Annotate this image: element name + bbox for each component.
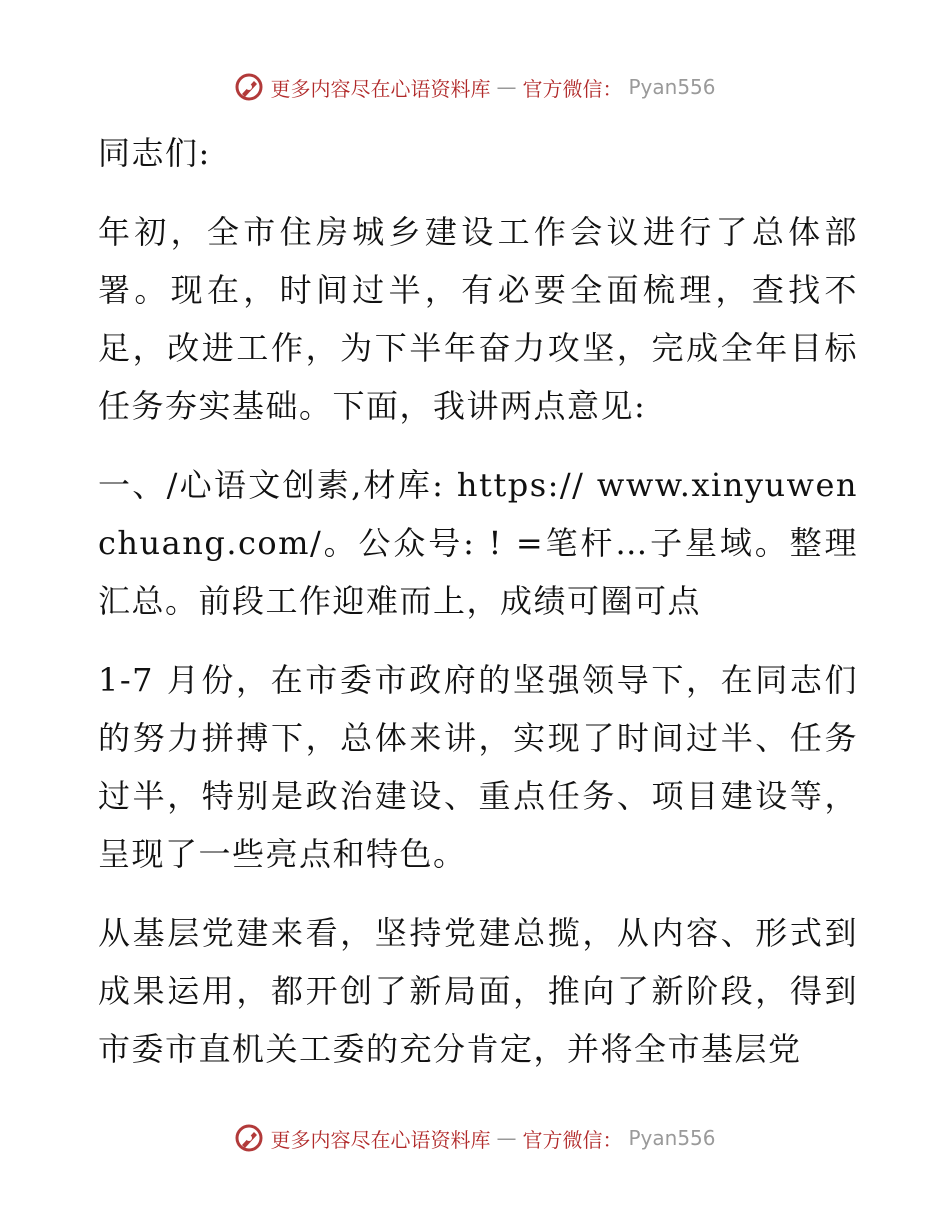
watermark-account: Pyan556 (628, 1126, 716, 1150)
footer-watermark (0, 1123, 950, 1153)
document-body (98, 124, 858, 1099)
paragraph-party-building: 从基层党建来看，坚持党建总揽，从内容、形式到成果运用，都开创了新局面，推向了新阶段，得到市委市直机关工委的充分肯定，并将全市基层党 (98, 914, 858, 1068)
watermark-brand: 更多内容尽在心语资料库 (270, 1127, 491, 1152)
watermark-account: Pyan556 (628, 75, 716, 99)
watermark-suffix: 官方微信： (522, 76, 623, 101)
watermark-suffix: 官方微信： (522, 1127, 623, 1152)
header-watermark (0, 72, 950, 102)
watermark-separator: — (496, 1126, 517, 1150)
watermark-separator: — (496, 75, 517, 99)
pen-logo-icon (234, 72, 264, 102)
paragraph-progress: 1-7 月份，在市委市政府的坚强领导下，在同志们的努力拼搏下，总体来讲，实现了时间过半、任务过半，特别是政治建设、重点任务、项目建设等，呈现了一些亮点和特色。 (98, 661, 858, 873)
paragraph-intro: 年初，全市住房城乡建设工作会议进行了总体部署。现在，时间过半，有必要全面梳理，查找不足，改进工作，为下半年奋力攻坚，完成全年目标任务夯实基础。下面，我讲两点意见: (98, 213, 858, 425)
section-heading-one: 一、/心语文创素,材库: https:// www.xinyuwenchuang.com/。公众号: ! =笔杆…子星域。整理汇总。前段工作迎难而上，成绩可圈可点 (98, 466, 858, 620)
pen-logo-icon (234, 1123, 264, 1153)
watermark-brand: 更多内容尽在心语资料库 (270, 76, 491, 101)
salutation: 同志们: (98, 134, 211, 172)
